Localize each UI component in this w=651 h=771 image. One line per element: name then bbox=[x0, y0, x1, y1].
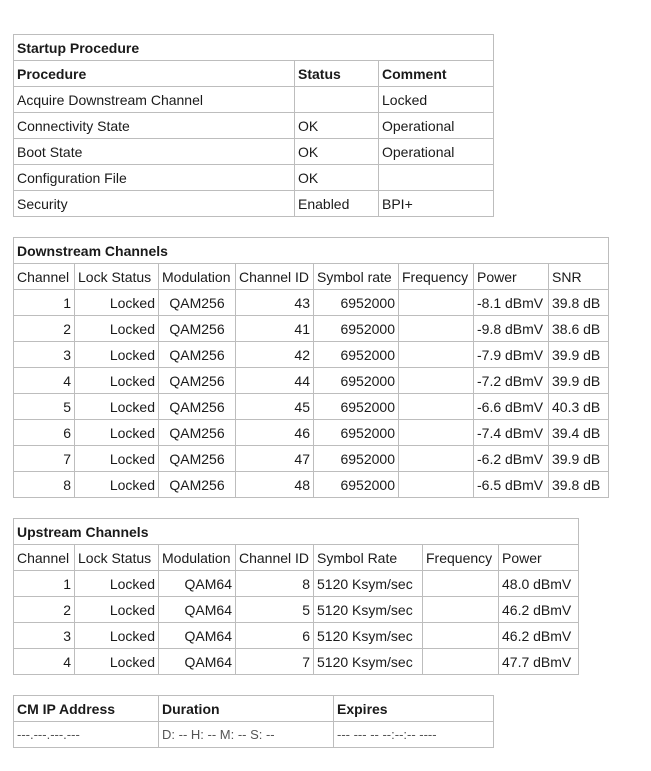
upstream-channels-table bbox=[13, 518, 579, 675]
startup-procedure-table bbox=[13, 34, 494, 217]
modulation: QAM64 bbox=[159, 597, 236, 623]
power: -7.4 dBmV bbox=[474, 420, 549, 446]
frequency bbox=[399, 446, 474, 472]
column-header-channel-id: Channel ID bbox=[236, 264, 314, 290]
power: -6.6 dBmV bbox=[474, 394, 549, 420]
symbol-rate: 6952000 bbox=[314, 472, 399, 498]
frequency bbox=[423, 571, 499, 597]
table-row bbox=[14, 420, 609, 446]
lock-status: Locked bbox=[75, 623, 159, 649]
table-row bbox=[14, 87, 494, 113]
procedure-name: Configuration File bbox=[14, 165, 295, 191]
column-header-modulation: Modulation bbox=[159, 264, 236, 290]
table-row bbox=[14, 368, 609, 394]
lock-status: Locked bbox=[75, 394, 159, 420]
procedure-status: OK bbox=[295, 165, 379, 191]
channel-number: 7 bbox=[14, 446, 75, 472]
snr: 39.9 dB bbox=[549, 368, 609, 394]
column-header-cm-ip-address: CM IP Address bbox=[14, 696, 159, 722]
snr: 39.4 dB bbox=[549, 420, 609, 446]
column-header-modulation: Modulation bbox=[159, 545, 236, 571]
power: -6.2 dBmV bbox=[474, 446, 549, 472]
snr: 38.6 dB bbox=[549, 316, 609, 342]
column-header-frequency: Frequency bbox=[423, 545, 499, 571]
column-header-duration: Duration bbox=[159, 696, 334, 722]
lock-status: Locked bbox=[75, 420, 159, 446]
column-header-channel-id: Channel ID bbox=[236, 545, 314, 571]
channel-id: 42 bbox=[236, 342, 314, 368]
column-header-channel: Channel bbox=[14, 264, 75, 290]
channel-number: 6 bbox=[14, 420, 75, 446]
frequency bbox=[399, 420, 474, 446]
lock-status: Locked bbox=[75, 446, 159, 472]
cm-ip-header-row bbox=[14, 696, 494, 722]
lock-status: Locked bbox=[75, 597, 159, 623]
table-row bbox=[14, 342, 609, 368]
snr: 39.8 dB bbox=[549, 290, 609, 316]
channel-id: 47 bbox=[236, 446, 314, 472]
power: 46.2 dBmV bbox=[499, 597, 579, 623]
modulation: QAM256 bbox=[159, 394, 236, 420]
symbol-rate: 6952000 bbox=[314, 290, 399, 316]
table-row bbox=[14, 316, 609, 342]
channel-number: 2 bbox=[14, 316, 75, 342]
frequency bbox=[423, 649, 499, 675]
channel-id: 45 bbox=[236, 394, 314, 420]
column-header-frequency: Frequency bbox=[399, 264, 474, 290]
frequency bbox=[399, 290, 474, 316]
column-header-status: Status bbox=[295, 61, 379, 87]
power: -6.5 dBmV bbox=[474, 472, 549, 498]
modulation: QAM256 bbox=[159, 316, 236, 342]
procedure-comment: BPI+ bbox=[379, 191, 494, 217]
power: -9.8 dBmV bbox=[474, 316, 549, 342]
procedure-comment: Operational bbox=[379, 139, 494, 165]
column-header-power: Power bbox=[499, 545, 579, 571]
power: -7.2 dBmV bbox=[474, 368, 549, 394]
table-row bbox=[14, 290, 609, 316]
table-row bbox=[14, 113, 494, 139]
column-header-lock-status: Lock Status bbox=[75, 264, 159, 290]
channel-id: 6 bbox=[236, 623, 314, 649]
lock-status: Locked bbox=[75, 290, 159, 316]
cm-ip-address-value: ---.---.---.--- bbox=[14, 722, 159, 748]
procedure-name: Security bbox=[14, 191, 295, 217]
column-header-power: Power bbox=[474, 264, 549, 290]
table-row bbox=[14, 165, 494, 191]
column-header-snr: SNR bbox=[549, 264, 609, 290]
frequency bbox=[423, 623, 499, 649]
downstream-header-row bbox=[14, 264, 609, 290]
lock-status: Locked bbox=[75, 649, 159, 675]
procedure-name: Connectivity State bbox=[14, 113, 295, 139]
table-row bbox=[14, 597, 579, 623]
modulation: QAM256 bbox=[159, 342, 236, 368]
downstream-channels-table bbox=[13, 237, 609, 498]
lock-status: Locked bbox=[75, 316, 159, 342]
channel-id: 44 bbox=[236, 368, 314, 394]
channel-id: 41 bbox=[236, 316, 314, 342]
channel-id: 46 bbox=[236, 420, 314, 446]
modulation: QAM256 bbox=[159, 446, 236, 472]
column-header-symbol-rate: Symbol rate bbox=[314, 264, 399, 290]
table-row bbox=[14, 472, 609, 498]
column-header-expires: Expires bbox=[334, 696, 494, 722]
channel-id: 43 bbox=[236, 290, 314, 316]
modulation: QAM256 bbox=[159, 290, 236, 316]
column-header-comment: Comment bbox=[379, 61, 494, 87]
procedure-name: Boot State bbox=[14, 139, 295, 165]
column-header-channel: Channel bbox=[14, 545, 75, 571]
cm-ip-address-table bbox=[13, 695, 494, 748]
channel-number: 1 bbox=[14, 571, 75, 597]
column-header-procedure: Procedure bbox=[14, 61, 295, 87]
modulation: QAM256 bbox=[159, 472, 236, 498]
table-row bbox=[14, 623, 579, 649]
power: -8.1 dBmV bbox=[474, 290, 549, 316]
column-header-symbol-rate: Symbol Rate bbox=[314, 545, 423, 571]
table-row bbox=[14, 191, 494, 217]
lock-status: Locked bbox=[75, 472, 159, 498]
expires-value: --- --- -- --:--:-- ---- bbox=[334, 722, 494, 748]
channel-number: 3 bbox=[14, 342, 75, 368]
table-row bbox=[14, 649, 579, 675]
channel-number: 4 bbox=[14, 368, 75, 394]
symbol-rate: 6952000 bbox=[314, 394, 399, 420]
upstream-header-row bbox=[14, 545, 579, 571]
symbol-rate: 6952000 bbox=[314, 420, 399, 446]
modulation: QAM256 bbox=[159, 368, 236, 394]
power: -7.9 dBmV bbox=[474, 342, 549, 368]
power: 46.2 dBmV bbox=[499, 623, 579, 649]
symbol-rate: 5120 Ksym/sec bbox=[314, 571, 423, 597]
channel-number: 4 bbox=[14, 649, 75, 675]
duration-value: D: -- H: -- M: -- S: -- bbox=[159, 722, 334, 748]
power: 48.0 dBmV bbox=[499, 571, 579, 597]
snr: 40.3 dB bbox=[549, 394, 609, 420]
modulation: QAM64 bbox=[159, 623, 236, 649]
procedure-comment bbox=[379, 165, 494, 191]
table-row bbox=[14, 139, 494, 165]
channel-id: 48 bbox=[236, 472, 314, 498]
procedure-comment: Operational bbox=[379, 113, 494, 139]
channel-id: 8 bbox=[236, 571, 314, 597]
lock-status: Locked bbox=[75, 368, 159, 394]
symbol-rate: 6952000 bbox=[314, 368, 399, 394]
upstream-channels-title: Upstream Channels bbox=[14, 519, 579, 545]
channel-number: 2 bbox=[14, 597, 75, 623]
symbol-rate: 5120 Ksym/sec bbox=[314, 597, 423, 623]
snr: 39.9 dB bbox=[549, 446, 609, 472]
table-row bbox=[14, 394, 609, 420]
symbol-rate: 6952000 bbox=[314, 446, 399, 472]
startup-procedure-title: Startup Procedure bbox=[14, 35, 494, 61]
symbol-rate: 6952000 bbox=[314, 316, 399, 342]
modulation: QAM64 bbox=[159, 649, 236, 675]
lock-status: Locked bbox=[75, 342, 159, 368]
lock-status: Locked bbox=[75, 571, 159, 597]
channel-id: 5 bbox=[236, 597, 314, 623]
channel-number: 1 bbox=[14, 290, 75, 316]
channel-number: 8 bbox=[14, 472, 75, 498]
modulation: QAM256 bbox=[159, 420, 236, 446]
table-row bbox=[14, 722, 494, 748]
procedure-status: Enabled bbox=[295, 191, 379, 217]
table-row bbox=[14, 571, 579, 597]
downstream-channels-title: Downstream Channels bbox=[14, 238, 609, 264]
symbol-rate: 5120 Ksym/sec bbox=[314, 649, 423, 675]
symbol-rate: 5120 Ksym/sec bbox=[314, 623, 423, 649]
frequency bbox=[399, 368, 474, 394]
frequency bbox=[399, 342, 474, 368]
power: 47.7 dBmV bbox=[499, 649, 579, 675]
procedure-name: Acquire Downstream Channel bbox=[14, 87, 295, 113]
column-header-lock-status: Lock Status bbox=[75, 545, 159, 571]
channel-id: 7 bbox=[236, 649, 314, 675]
modulation: QAM64 bbox=[159, 571, 236, 597]
frequency bbox=[399, 472, 474, 498]
symbol-rate: 6952000 bbox=[314, 342, 399, 368]
table-row bbox=[14, 446, 609, 472]
snr: 39.9 dB bbox=[549, 342, 609, 368]
procedure-status: OK bbox=[295, 113, 379, 139]
frequency bbox=[399, 316, 474, 342]
procedure-status: OK bbox=[295, 139, 379, 165]
startup-header-row bbox=[14, 61, 494, 87]
snr: 39.8 dB bbox=[549, 472, 609, 498]
procedure-comment: Locked bbox=[379, 87, 494, 113]
procedure-status bbox=[295, 87, 379, 113]
frequency bbox=[399, 394, 474, 420]
channel-number: 5 bbox=[14, 394, 75, 420]
frequency bbox=[423, 597, 499, 623]
channel-number: 3 bbox=[14, 623, 75, 649]
